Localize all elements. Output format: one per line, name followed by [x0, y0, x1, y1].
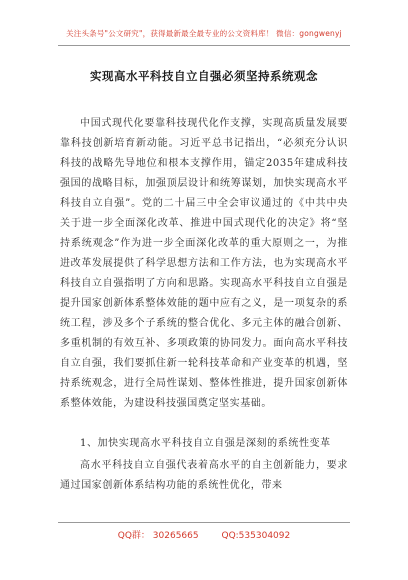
footer-contact [0, 528, 408, 541]
document-title: 实现高水平科技自立自强必须坚持系统观念 [90, 69, 318, 83]
header-promo-note: 关注头条号"公文研究"，获得最新最全最专业的公文资料库！ 微信：gongwenyj [66, 29, 342, 38]
footer-qq-group: QQ群： 30265665 [117, 531, 199, 541]
footer-qq-number: QQ:535304092 [221, 531, 291, 541]
paragraph-1: 中国式现代化要靠科技现代化作支撑，实现高质量发展要靠科技创新培育新动能。习近平总书记指出，“必须充分认识科技的战略先导地位和根本支撑作用，锚定2035年建成科技强国的战略目标，加强顶层设计和统筹谋划，加快实现高水平科技自立自强”。党的二十届三中全会审议通过的《中共中央关于进一步全面深化改革、推进中国式现代化的决定》将“坚持系统观念”作为进一步全面深化改革的重大原则之一，为推进改革发展提供了科学思想方法和工作方法，也为实现高水平科技自立自强指明了方向和思路。实现高水平科技自立自强是提升国家创新体系整体效能的题中应有之义，是一项复杂的系统工程，涉及多个子系统的整合优化、多元主体的融合创新、多重机制的有效互补、多项政策的协同发力。面向高水平科技自立自强，我们要抓住新一轮科技革命和产业变革的机遇，坚持系统观念，进行全局性谋划、整体性推进，提升国家创新体系整体效能，为建设科技强国奠定坚实基础。 [60, 118, 348, 409]
footer-divider [58, 522, 350, 523]
section-heading-1: 1、加快实现高水平科技自立自强是深刻的系统性变革 [80, 438, 331, 449]
header-divider [58, 45, 350, 46]
paragraph-2: 高水平科技自立自强代表着高水平的自主创新能力，要求通过国家创新体系结构功能的系统性优化，带来 [60, 460, 348, 491]
